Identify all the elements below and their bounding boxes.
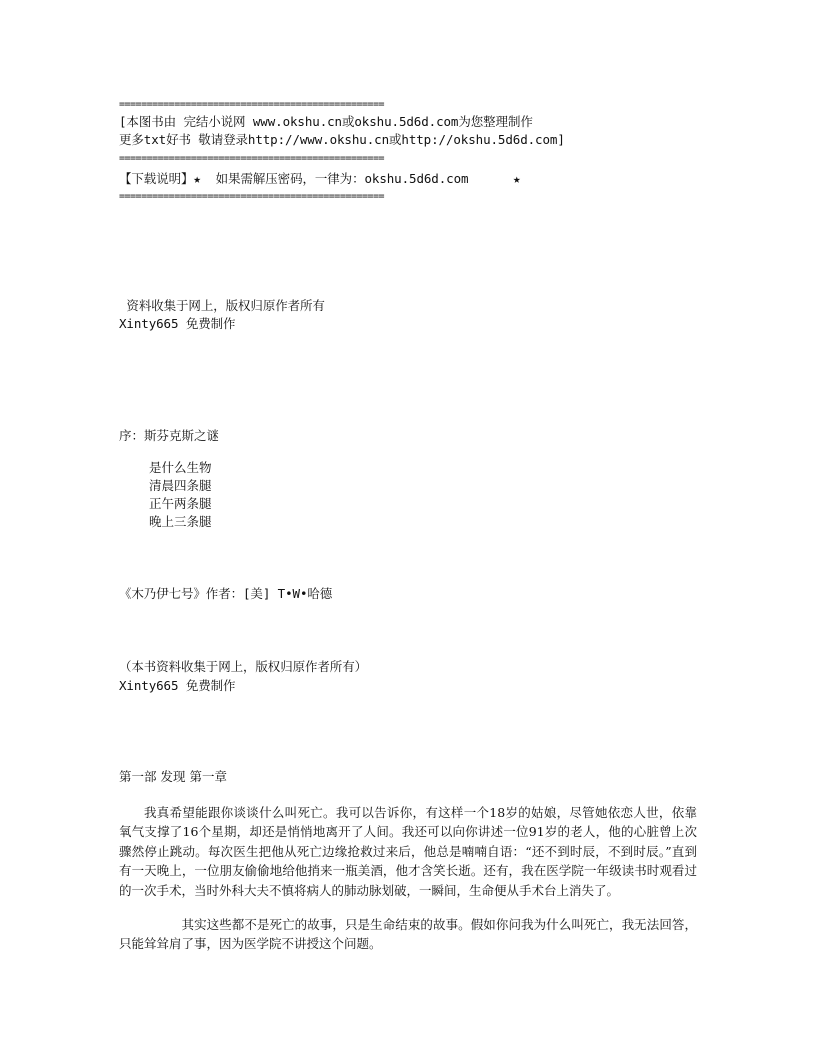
book-title-author: 《木乃伊七号》作者：[美] T•W•哈德 [119,586,333,601]
copyright-notice-line-1: 资料收集于网上，版权归原作者所有 [119,298,325,313]
riddle-poem [149,459,212,531]
separator-rule: ================================================ [119,99,384,110]
chapter-paragraph-2: 其实这些都不是死亡的故事，只是生命结束的故事。假如你问我为什么叫死亡，我无法回答，只能耸耸肩了事，因为医学院不讲授这个问题。 [119,917,697,952]
poem-line: 正午两条腿 [149,496,212,511]
copyright-notice-line-1: （本书资料收集于网上，版权归原作者所有） [119,659,368,674]
site-intro-line-2: 更多txt好书 敬请登录http://www.okshu.cn或http://okshu.5d6d.com] [119,132,565,147]
copyright-notice-line-2: Xinty665 免费制作 [119,678,236,693]
poem-line: 晚上三条腿 [149,514,212,529]
separator-rule: ================================================ [119,153,384,164]
copyright-notice-line-2: Xinty665 免费制作 [119,316,236,331]
poem-line: 是什么生物 [149,460,212,475]
separator-rule: ================================================ [119,191,384,202]
download-note: 【下载说明】★ 如果需解压密码，一律为：okshu.5d6d.com ★ [119,171,521,186]
poem-line: 清晨四条腿 [149,478,212,493]
preface-title: 序：斯芬克斯之谜 [119,428,220,443]
chapter-paragraph-1: 我真希望能跟你谈谈什么叫死亡。我可以告诉你，有这样一个18岁的姑娘，尽管她依恋人世，依靠氧气支撑了16个星期，却还是悄悄地离开了人间。我还可以向你讲述一位91岁的老人，他的心脏曾上次骤然停止跳动。每次医生把他从死亡边缘抢救过来后，他总是喃喃自语：“还不到时辰，不到时辰。”直到有一天晚上，一位朋友偷偷地给他捎来一瓶美酒，他才含笑长逝。还有，我在医学院一年级读书时观看过的一次手术，当时外科大夫不慎将病人的肺动脉划破，一瞬间，生命便从手术台上消失了。 [119,805,697,898]
site-intro-line-1: [本图书由 完结小说网 www.okshu.cn或okshu.5d6d.com为您整理制作 [119,114,533,129]
chapter-heading: 第一部 发现 第一章 [119,769,227,784]
